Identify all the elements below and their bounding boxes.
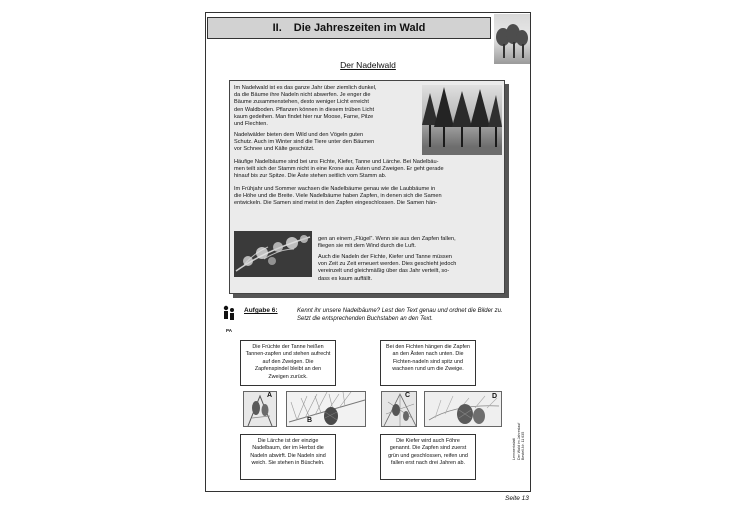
spruce-branch-image [234, 231, 312, 277]
text-line: da die Bäume ihre Nadeln nicht abwerfen. Je enger die [234, 92, 371, 99]
task-text: Kennt ihr unsere Nadelbäume? Lest den Text genau und ordnet die Bilder zu. Setzt die entsprechenden Buchstaben an den Text. [297, 308, 503, 322]
info-box-kiefer: Die Kiefer wird auch Föhre genannt. Die Zapfen sind zuerst grün und geschlossen, reifen und fallen erst nach drei Jahren ab. [380, 434, 476, 480]
text-line: dass es kaum auffällt. [318, 275, 372, 282]
paragraph-3 [234, 159, 502, 181]
text-line: Im Nadelwald ist es das ganze Jahr über ziemlich dunkel, [234, 85, 377, 91]
paragraph-1 [234, 85, 420, 128]
thumb-image-c [381, 391, 417, 427]
chapter-number: II. [272, 22, 282, 34]
text-line: Häufige Nadelbäume sind bei uns Fichte, Kiefer, Tanne und Lärche. Bei Nadelbäu- [234, 159, 439, 165]
info-box-laerche: Die Lärche ist der einzige Nadelbaum, der im Herbst die Nadeln abwirft. Die Nadeln sind weich. Sie stehen in Büscheln. [240, 434, 336, 480]
info-box-tanne: Die Früchte der Tanne heißen Tannen-zapfen und stehen aufrecht auf den Zweigen. Die Zapfenspindel bleibt an den Zweigen zurück. [240, 340, 336, 386]
text-line: Nadelwälder bieten dem Wild und den Vögeln guten [234, 132, 364, 138]
thumb-letter-a: A [267, 392, 273, 399]
partner-work-icon [221, 305, 237, 331]
text-line: hinauf bis zur Spitze. Die Äste stehen seitlich vom Stamm ab. [234, 173, 387, 180]
paragraph-4 [234, 186, 502, 208]
text-line: men teilt sich der Stamm nicht in eine Krone aus Ästen und Zweigen. Er geht gerade [234, 166, 444, 173]
side-text-line: Lernwerkstatt [512, 438, 516, 460]
side-text-line: Der Wald im Jahreslauf [516, 422, 521, 460]
text-line: fliegen sie mit dem Wind durch die Luft. [318, 243, 416, 250]
text-line: den Waldboden. Pflanzen können in diesem trüben Licht [234, 106, 375, 113]
thumb-letter-d: D [492, 393, 498, 400]
side-text-line: Bestell-Nr. 11 635 [521, 431, 525, 460]
section-title: Der Nadelwald [340, 60, 396, 70]
paragraph-4-wrap [318, 236, 504, 250]
thumb-image-d [424, 391, 502, 427]
text-line: gen an einem „Flügel“. Wenn sie aus den Zapfen fallen, [318, 236, 456, 242]
page-number: Seite 13 [505, 495, 529, 502]
thumb-letter-c: C [405, 392, 411, 399]
task-label: Aufgabe 6: [244, 307, 278, 314]
text-line: Auch die Nadeln der Fichte, Kiefer und Tanne müssen [318, 254, 452, 260]
thumb-letter-b: B [307, 417, 313, 424]
paragraph-2 [234, 132, 420, 154]
text-line: kaum gedeihen. Man findet hier nur Moose, Farne, Pilze [234, 113, 374, 120]
text-line: Schutz. Auch im Winter sind die Tiere unter den Bäumen [234, 139, 375, 146]
info-box-fichte: Bei den Fichten hängen die Zapfen an den Ästen nach unten. Die Fichten-nadeln sind spitz und wachsen rund um die Zweige. [380, 340, 476, 386]
text-line: vereinzelt und gleichmäßig über das Jahr verteilt, so- [318, 268, 450, 275]
paragraph-5 [318, 254, 504, 283]
text-line: Bäume zusammenstehen, desto weniger Licht erreicht [234, 99, 369, 106]
spruce-forest-image [422, 85, 502, 155]
text-line: von Zeit zu Zeit erneuert werden. Dies geschieht jedoch [318, 261, 457, 268]
text-line: die Höhe und die Breite. Viele Nadelbäume haben Zapfen, in denen sich die Samen [234, 193, 442, 200]
publisher-side-text [512, 360, 526, 460]
text-line: und Flechten. [234, 121, 268, 128]
text-line: entwickeln. Die Samen sind meist in den Zapfen eingeschlossen. Die Samen hän- [234, 200, 438, 207]
text-line: vor Schnee und Kälte geschützt. [234, 146, 315, 153]
chapter-header [207, 17, 491, 39]
thumb-image-b [286, 391, 366, 427]
chapter-title: Die Jahreszeiten im Wald [293, 22, 426, 34]
forest-header-image [494, 14, 530, 64]
text-line: Im Frühjahr und Sommer wachsen die Nadelbäume genau wie die Laubbäume in [234, 186, 436, 192]
partner-work-label: PA [226, 328, 232, 333]
